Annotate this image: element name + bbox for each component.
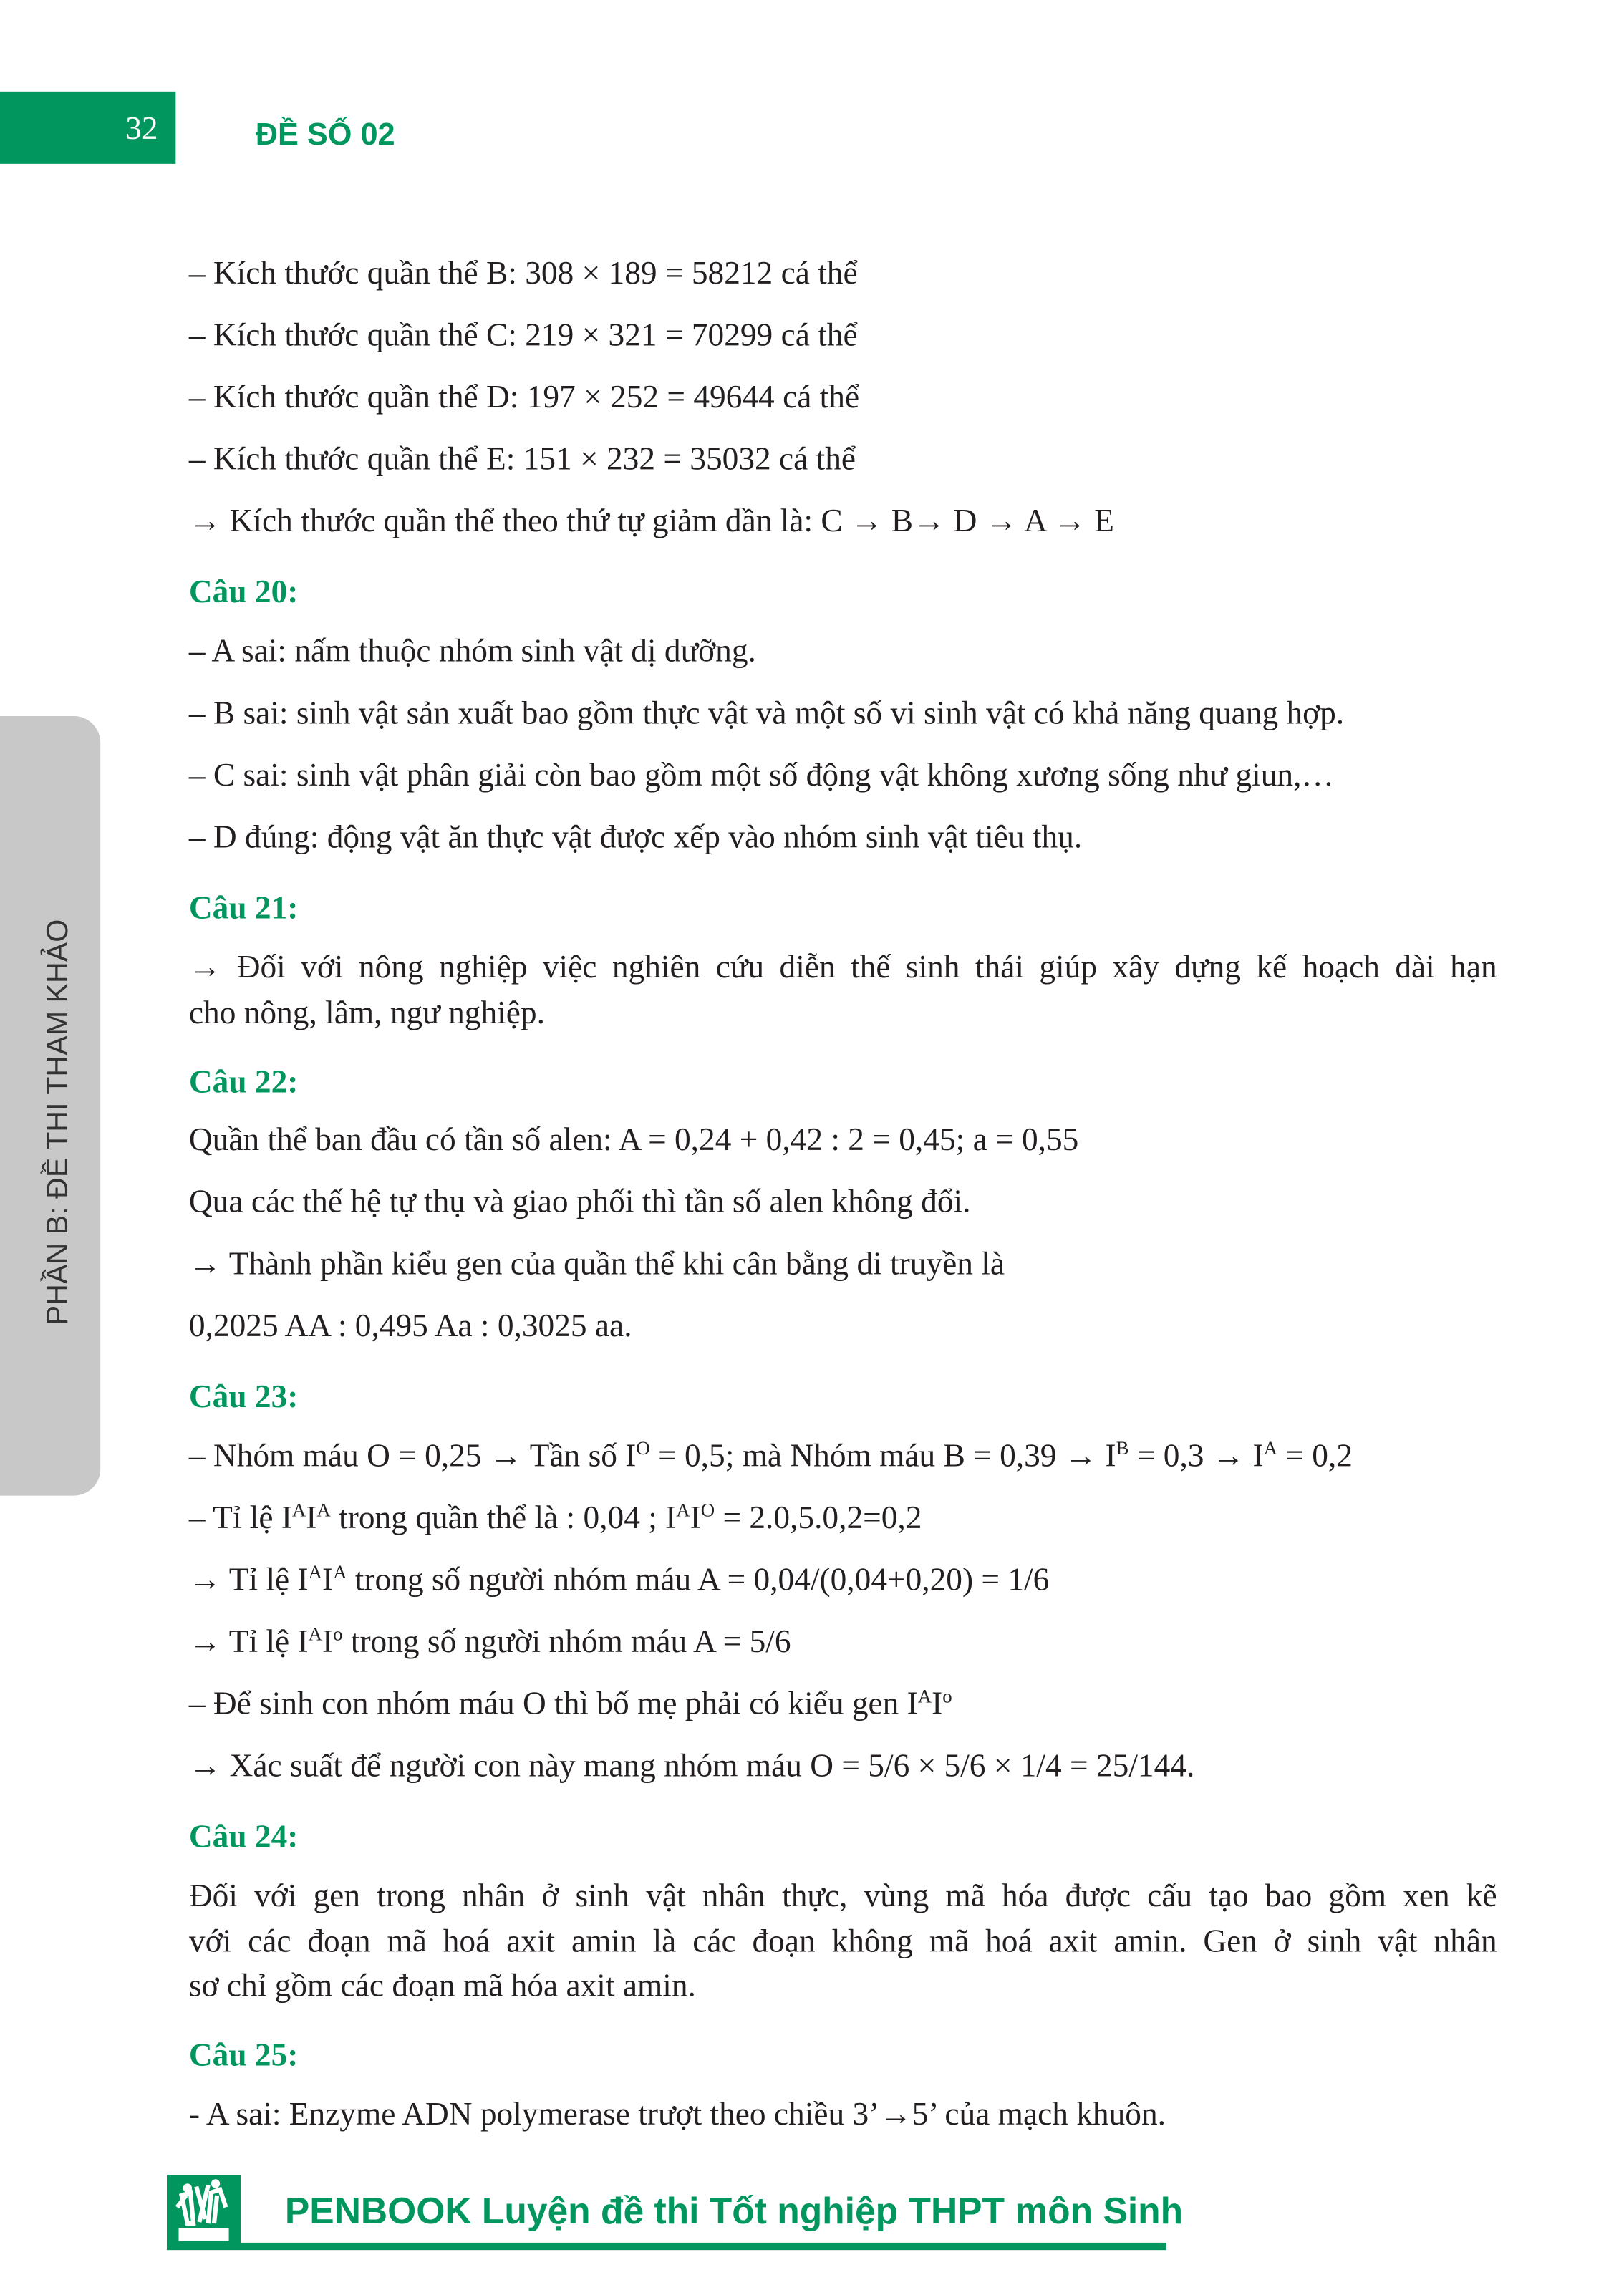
text-segment: – Tỉ lệ I (188, 1498, 292, 1536)
text-segment: I (690, 1498, 701, 1536)
text-line: – B sai: sinh vật sản xuất bao gồm thực vật và một số vi sinh vật có khả năng quang hợp. (188, 694, 1345, 731)
text-line: → Thành phần kiểu gen của quần thể khi cân bằng di truyền là (188, 1245, 1005, 1282)
text-segment: I (306, 1498, 317, 1536)
text-line: - A sai: Enzyme ADN polymerase trượt theo chiều 3’→5’ của mạch khuôn. (188, 2095, 1166, 2132)
side-tab-label: PHẦN B: ĐỀ THI THAM KHẢO (42, 919, 75, 1325)
question-heading: Câu 21: (188, 889, 299, 926)
text-line (189, 1685, 952, 1728)
text-line: → Xác suất để người con này mang nhóm máu O = 5/6 × 5/6 × 1/4 = 25/144. (188, 1747, 1195, 1784)
text-segment: I (322, 1560, 334, 1598)
text-segment: → Tỉ lệ I (188, 1560, 309, 1598)
penbook-logo-icon (167, 2175, 241, 2249)
text-line: – Kích thước quần thể D: 197 × 252 = 49644 cá thể (188, 377, 860, 415)
superscript-allele: A (676, 1498, 690, 1521)
superscript-allele: A (333, 1560, 347, 1583)
question-heading: Câu 20: (188, 572, 299, 610)
text-line: – D đúng: động vật ăn thực vật được xếp vào nhóm sinh vật tiêu thụ. (188, 818, 1083, 855)
text-line (189, 1623, 791, 1666)
text-line: Đối với gen trong nhân ở sinh vật nhân thực, vùng mã hóa được cấu tạo bao gồm xen kẽ (188, 1876, 1497, 1914)
text-line: – Kích thước quần thể B: 308 × 189 = 58212 cá thể (188, 253, 858, 291)
text-line: cho nông, lâm, ngư nghiệp. (188, 993, 545, 1031)
text-line: – A sai: nấm thuộc nhóm sinh vật dị dưỡng. (188, 632, 756, 669)
text-segment: – Để sinh con nhóm máu O thì bố mẹ phải có kiểu gen I (188, 1684, 918, 1722)
superscript-allele: A (917, 1684, 932, 1707)
text-line: → Kích thước quần thể theo thứ tự giảm dần là: C → B→ D → A → E (188, 502, 1114, 539)
question-heading: Câu 22: (188, 1063, 299, 1101)
text-segment: – Nhóm máu O = 0,25 → Tần số I (188, 1436, 637, 1474)
text-line: – Kích thước quần thể E: 151 × 232 = 35032 cá thể (188, 440, 856, 477)
superscript-allele: A (291, 1498, 306, 1521)
text-line: – C sai: sinh vật phân giải còn bao gồm một số động vật không xương sống như giun,… (188, 755, 1334, 793)
text-line: – Kích thước quần thể C: 219 × 321 = 70299 cá thể (188, 316, 858, 353)
text-line: Quần thể ban đầu có tần số alen: A = 0,24 + 0,42 : 2 = 0,45; a = 0,55 (188, 1120, 1079, 1158)
text-line (189, 1436, 1353, 1479)
text-line: → Đối với nông nghiệp việc nghiên cứu diễn thế sinh thái giúp xây dựng kế hoạch dài hạn (188, 947, 1497, 985)
superscript-allele: A (1263, 1436, 1277, 1459)
superscript-allele: A (308, 1560, 322, 1583)
text-segment: trong số người nhóm máu A = 0,04/(0,04+0,20) = 1/6 (347, 1560, 1050, 1598)
text-segment: = 0,2 (1277, 1436, 1353, 1474)
question-heading: Câu 23: (188, 1377, 299, 1415)
superscript-allele: O (700, 1498, 715, 1521)
text-line: với các đoạn mã hoá axit amin là các đoạn không mã hoá axit amin. Gen ở sinh vật nhân (188, 1922, 1497, 1960)
superscript-allele: A (316, 1498, 331, 1521)
superscript-allele: o (333, 1622, 343, 1645)
question-heading: Câu 24: (188, 1817, 299, 1855)
page-number-box (0, 92, 175, 164)
text-segment: trong số người nhóm máu A = 5/6 (342, 1622, 791, 1660)
footer-rule (167, 2243, 1166, 2250)
page-title: ĐỀ SỐ 02 (255, 117, 395, 153)
text-line (189, 1499, 922, 1542)
superscript-allele: O (636, 1436, 650, 1459)
question-heading: Câu 25: (188, 2036, 299, 2073)
text-segment: → Tỉ lệ I (188, 1622, 309, 1660)
text-segment: trong quần thể là : 0,04 ; I (330, 1498, 677, 1536)
page-number: 32 (125, 109, 158, 147)
footer-title: PENBOOK Luyện đề thi Tốt nghiệp THPT môn Sinh (284, 2191, 1184, 2233)
superscript-allele: B (1116, 1436, 1129, 1459)
superscript-allele: o (942, 1684, 952, 1707)
text-line (189, 1560, 1049, 1603)
text-segment: = 0,3 → I (1128, 1436, 1264, 1474)
text-segment: I (932, 1684, 943, 1722)
text-segment: = 2.0,5.0,2=0,2 (715, 1498, 922, 1536)
superscript-allele: A (308, 1622, 322, 1645)
text-line: 0,2025 AA : 0,495 Aa : 0,3025 aa. (188, 1306, 632, 1344)
text-line: sơ chỉ gồm các đoạn mã hóa axit amin. (188, 1966, 696, 2004)
text-line: Qua các thế hệ tự thụ và giao phối thì tần số alen không đổi. (188, 1182, 971, 1220)
text-segment: = 0,5; mà Nhóm máu B = 0,39 → I (649, 1436, 1116, 1474)
text-segment: I (322, 1622, 334, 1660)
